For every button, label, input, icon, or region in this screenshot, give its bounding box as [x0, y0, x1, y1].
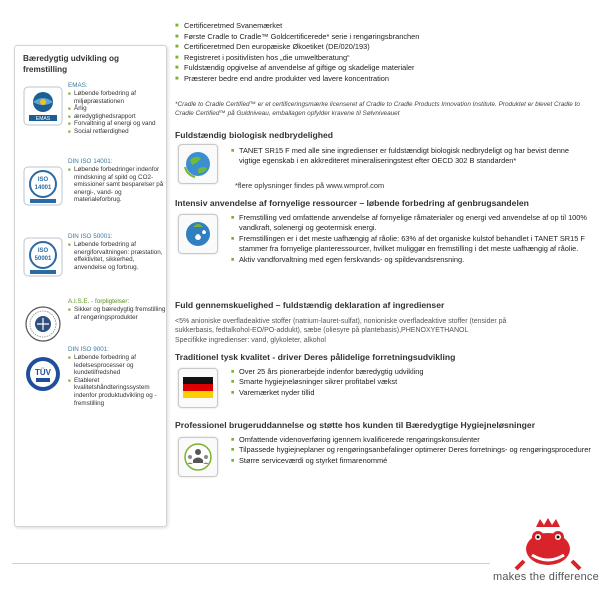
section-title-biodegradability: Fuldstændig biologisk nedbrydelighed: [175, 130, 334, 140]
top-bullet-item: ■ Første Cradle to Cradle™ Goldcertificerede* serie i rengøringsbranchen: [175, 32, 595, 43]
svg-text:14001: 14001: [34, 185, 52, 191]
cert-list-item: ■ Løbende forbedring af ledelsesprocesser og kundetilfredshed: [68, 354, 166, 377]
ingredient-line: Specifikke ingredienser: vand, glykoleter, alkohol: [175, 336, 326, 344]
cert-list-item: ■ Løbende forbedringer indenfor mindskning af spild og CO2-emissioner samt besparelser på energi-, vand- og materialeforbrug.: [68, 166, 166, 204]
section-list-item: ■ Varemærket nyder tillid: [231, 388, 591, 398]
renewable-list: [231, 213, 591, 265]
iso-50001-logo-icon: [23, 237, 63, 277]
section-list-item: ■ Større serviceværdi og styrket firmarenommé: [231, 456, 591, 466]
cert-list-item: ■ Årlig: [68, 105, 166, 113]
svg-text:ISO: ISO: [37, 177, 49, 183]
section-list-item: ■ Over 25 års pionerarbejde indenfor bæredygtig udvikling: [231, 367, 591, 377]
cert-heading: DIN ISO 9001:: [68, 346, 109, 353]
emas-logo-label: EMAS: [35, 116, 51, 122]
top-bullet-item: ■ Fuldstændig opgivelse af anvendelse af giftige og skadelige materialer: [175, 63, 595, 74]
section-list-item: ■ TANET SR15 F med alle sine ingredienser er fuldstændigt biologisk nedbrydeligt og har bevist denne vigtige egenskab i en akkrediteret mineraliseringstest efter OECD 302 B standarden*: [231, 146, 591, 167]
cert-heading: EMAS:: [68, 82, 88, 89]
section-list-item: ■ Aktiv vandforvaltning med egen ferskvands- og spildevandsrensning.: [231, 255, 591, 265]
top-bullet-item: ■ Certificeretmed Svanemærket: [175, 21, 595, 32]
german-flag-icon: [178, 368, 218, 408]
top-bullet-item: ■ Certificeretmed Den europæiske Økoetiket (DE/020/193): [175, 42, 595, 53]
cert-list-item: ■ Sikker og bæredygtig fremstilling af rengøringsprodukter: [68, 306, 166, 321]
section-list-item: ■ Tilpassede hygiejneplaner og rengøringsanbefalinger optimerer Deres forretnings- og rengøringsprocedurer: [231, 445, 591, 455]
ingredient-line: sukkerbasis, fedtalkohol-EO/PO-addukt), sæbe (oliesyre på plantebasis),PHENOXYETHANOL: [175, 327, 469, 335]
section-title-transparency: Fuld gennemskuelighed – fuldstændig deklaration af ingredienser: [175, 300, 445, 310]
section-title-training: Professionel brugeruddannelse og støtte hos kunden til Bæredygtige Hygiejneløsninger: [175, 420, 536, 430]
iso-14001-logo-icon: [23, 166, 63, 206]
frog-logo-icon: [488, 515, 606, 600]
section-list-item: ■ Fremstilling ved omfattende anvendelse af fornyelige råmaterialer og energi ved anvendelse af op til 100% vandkraft, solenergi og geotermisk energi.: [231, 213, 591, 234]
cert-heading: DIN ISO 14001:: [68, 158, 113, 165]
tuv-logo-icon: [23, 354, 63, 394]
cert-heading: DIN ISO 50001:: [68, 233, 113, 240]
users-training-icon: [178, 437, 218, 477]
globe-recycle-icon: [178, 144, 218, 184]
top-bullet-item: ■ Registreret i positivlisten hos „die umweltberatung“: [175, 53, 595, 64]
biodegradability-footnote: *flere oplysninger findes på www.wmprof.com: [235, 181, 385, 190]
water-drops-icon: [178, 214, 218, 254]
c2c-footnote: *Cradle to Cradle Certified™ er et certificeringsmærke licenseret af Cradle to Cradle Products Innovation Institute. Produktet er blevet Cradle to Cradle Certified™ på Guldniveau, emballagen opfylder kravene til Sølvniveauet: [175, 101, 580, 117]
aise-logo-icon: [23, 304, 63, 344]
section-list-item: ■ Omfattende videnoverføring igennem kvalificerede rengøringskonsulenter: [231, 435, 591, 445]
cert-list-item: ■ æredygtighedsrapport: [68, 113, 166, 121]
svg-text:ISO: ISO: [37, 248, 49, 254]
cert-list-item: ■ Forvaltning af energi og vand: [68, 120, 166, 128]
footer-divider: [12, 563, 490, 564]
top-bullet-list: [175, 21, 595, 85]
cert-list-item: ■ Løbende forbedring af energiforvaltningen: præstation, effektivitet, sikkerhed, anvendelse og forbrug.: [68, 241, 166, 271]
svg-text:50001: 50001: [34, 256, 52, 262]
biodegradability-list: [231, 146, 591, 167]
section-title-renewable: Intensiv anvendelse af fornyelige ressourcer – løbende forbedring af genbrugsandelen: [175, 198, 529, 208]
ingredient-declaration: [175, 317, 595, 345]
sidebar-title: Bæredygtig udvikling og fremstilling: [23, 54, 119, 74]
training-list: [231, 435, 591, 466]
top-bullet-item: ■ Præsterer bedre end andre produkter ved lavere koncentration: [175, 74, 595, 85]
tuv-logo-label: TÜV: [35, 368, 51, 377]
brand-tagline: makes the difference: [493, 571, 599, 583]
section-list-item: ■ Fremstillingen er i det meste uafhængig af råolie: 63% af det organiske kulstof behandlet i TANET SR15 F stammer fra fornyelige planteressourcer, hvilket muliggør en fremstilling i det meste uafhængig af råolie.: [231, 234, 591, 255]
cert-heading: A.I.S.E. - forpligtelser:: [68, 298, 130, 305]
ingredient-line: <5% anioniske overfladeaktive stoffer (natrium-lauret-sulfat), nonioniske overfladeaktive stoffer (tensider på: [175, 318, 507, 325]
cert-list-item: ■ Etableret kvalitetshåndteringssystem indenfor produktudvikling og -fremstilling: [68, 377, 166, 407]
section-list-item: ■ Smarte hygiejneløsninger sikrer profitabel vækst: [231, 377, 591, 387]
emas-logo-icon: [23, 86, 63, 126]
certification-sidebar: [14, 45, 167, 527]
cert-list-item: ■ Social retfærdighed: [68, 128, 166, 136]
german-quality-list: [231, 367, 591, 398]
section-title-german-quality: Traditionel tysk kvalitet - driver Deres pålidelige forretningsudvikling: [175, 352, 456, 362]
cert-list-item: ■ Løbende forbedring af miljøpræstationen: [68, 90, 166, 105]
